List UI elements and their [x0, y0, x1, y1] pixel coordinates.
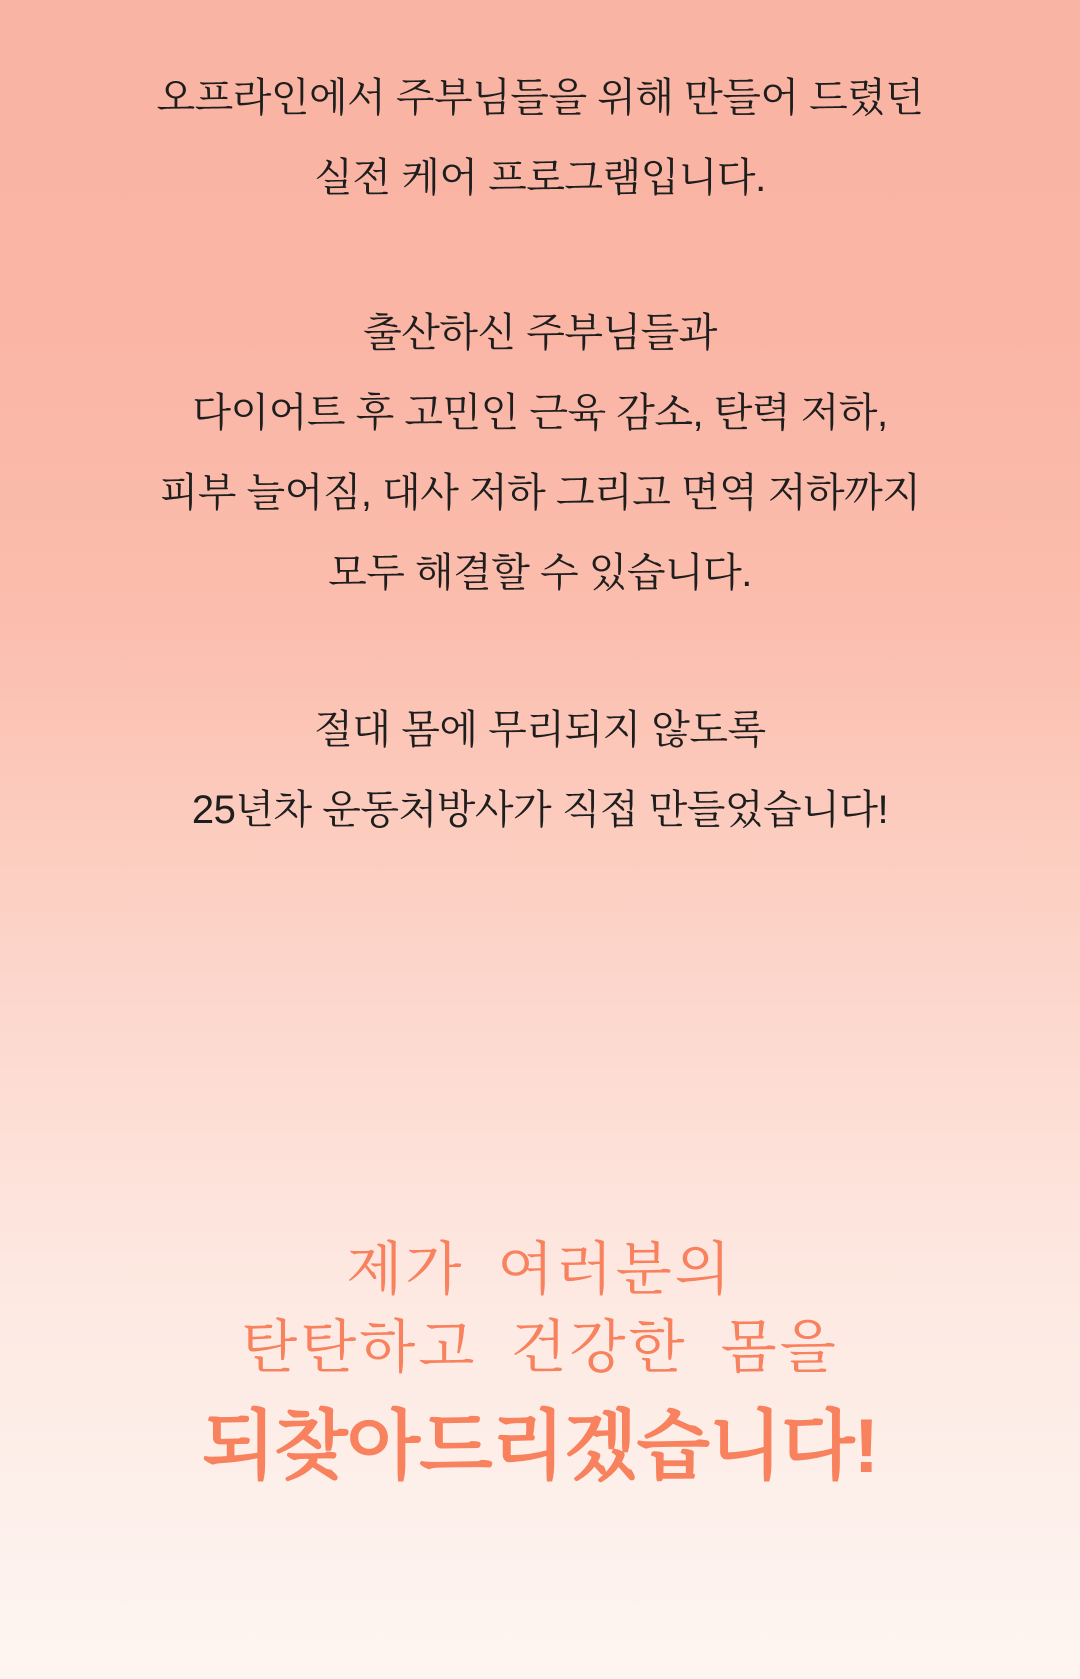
intro-paragraph: [0, 0, 1080, 218]
assurance-paragraph: [0, 690, 1080, 850]
closing-bold-line: 되찾아드리겠습니다!: [201, 1404, 879, 1489]
body-line-2: 다이어트 후 고민인 근육 감소, 탄력 저하,: [192, 391, 888, 435]
closing-block: [0, 1231, 1080, 1493]
assurance-line-1: 절대 몸에 무리되지 않도록: [314, 708, 766, 752]
closing-thin-line-1: 제가 여러분의: [346, 1237, 734, 1302]
body-line-4: 모두 해결할 수 있습니다.: [328, 551, 752, 595]
body-paragraph: [0, 293, 1080, 613]
intro-line-2: 실전 케어 프로그램입니다.: [314, 156, 766, 200]
body-line-3: 피부 늘어짐, 대사 저하 그리고 면역 저하까지: [159, 471, 921, 515]
intro-line-1: 오프라인에서 주부님들을 위해 만들어 드렸던: [156, 76, 924, 120]
closing-thin-line-2: 탄탄하고 건강한 몸을: [241, 1315, 839, 1380]
body-line-1: 출산하신 주부님들과: [363, 311, 717, 355]
assurance-line-2: 25년차 운동처방사가 직접 만들었습니다!: [191, 788, 889, 832]
